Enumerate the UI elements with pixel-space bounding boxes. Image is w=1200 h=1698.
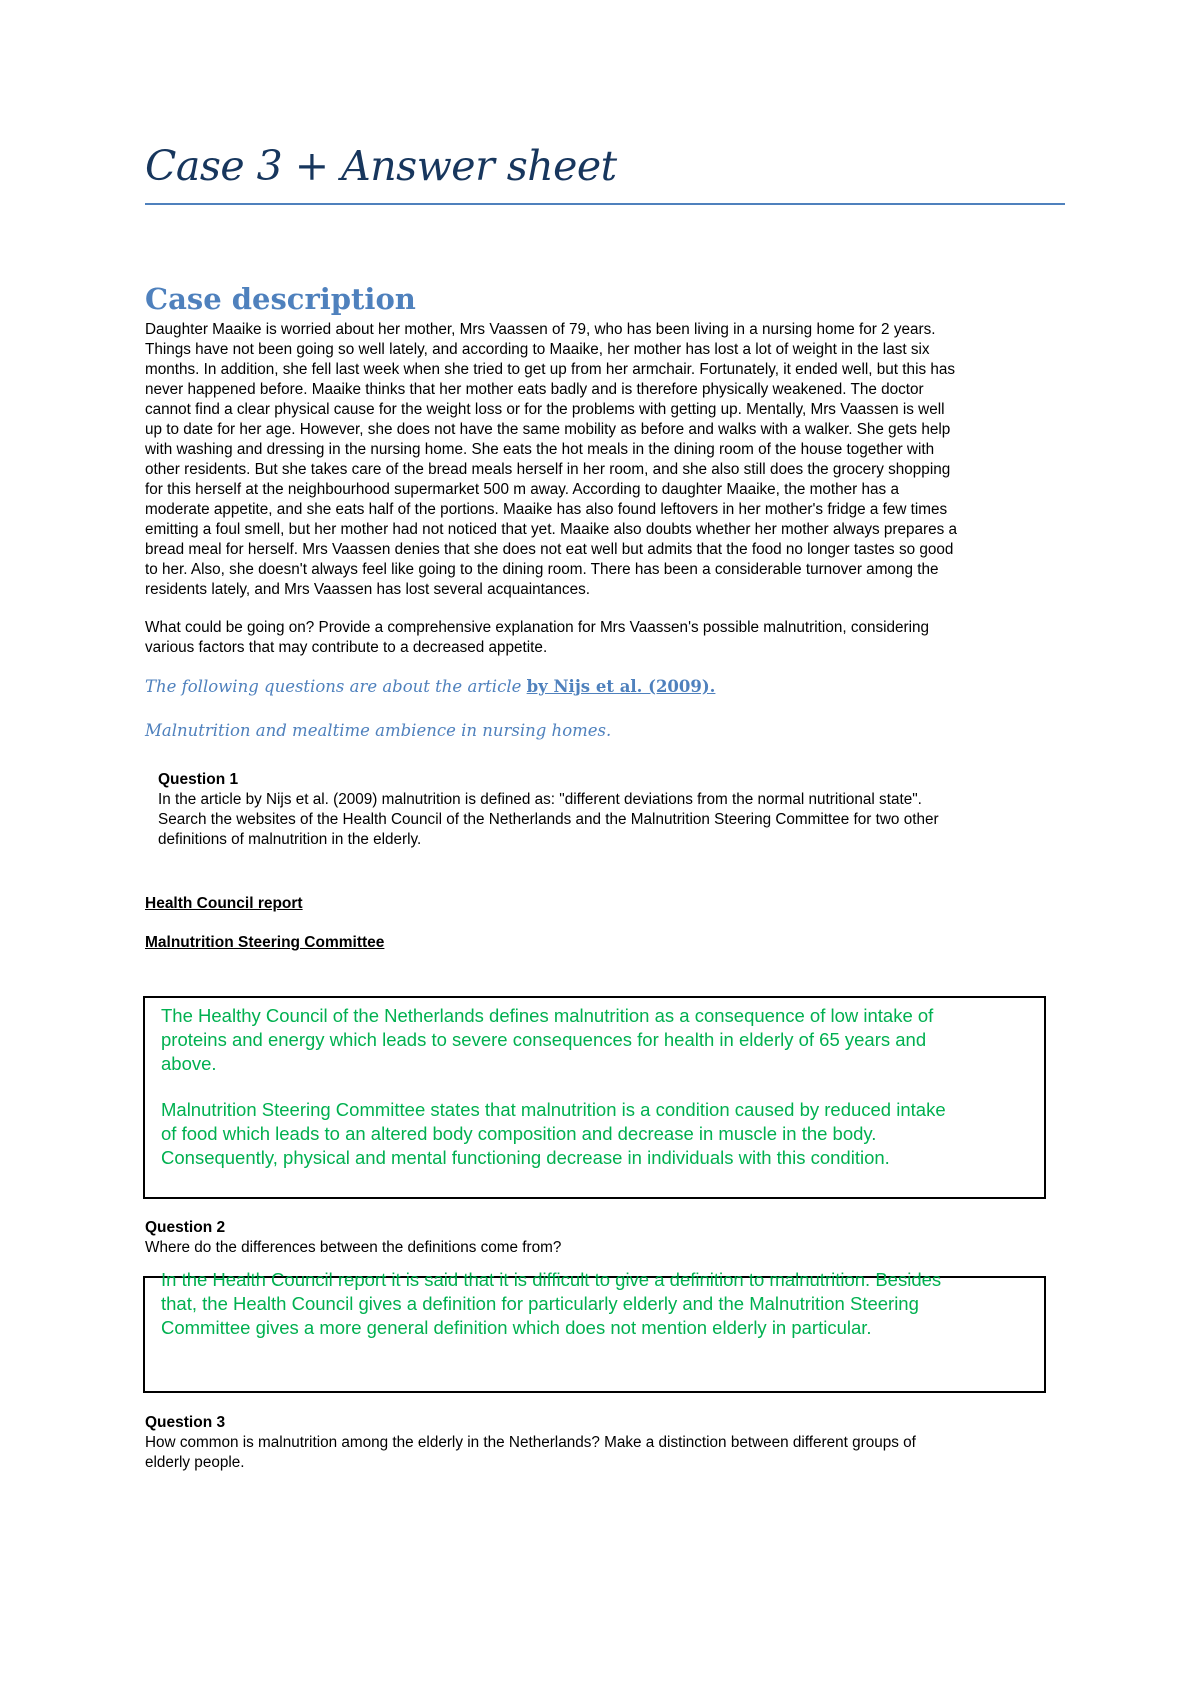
text-line: bread meal for herself. Mrs Vaassen denies that she does not eat well but admits that the food no longer tastes so good — [145, 541, 954, 558]
text-line: Things have not been going so well lately, and according to Maaike, her mother has lost a lot of weight in the last six — [145, 341, 930, 358]
text-line: up to date for her age. However, she does not have the same mobility as before and walks with a walker. She gets help — [145, 421, 951, 438]
article-intro — [145, 677, 715, 696]
text-line: moderate appetite, and she eats half of the portions. Maaike has also found leftovers in her mother's fridge a few times — [145, 501, 948, 518]
question-3 — [145, 1413, 1065, 1473]
question-2 — [145, 1218, 1065, 1258]
text-line: never happened before. Maaike thinks that her mother eats badly and is therefore physically weakened. The doctor — [145, 381, 924, 398]
answer-line: above. — [161, 1053, 217, 1074]
text-line: Search the websites of the Health Council of the Netherlands and the Malnutrition Steering Committee for two other — [158, 811, 939, 828]
text-line: In the article by Nijs et al. (2009) malnutrition is defined as: "different deviations from the normal nutritional state". — [158, 791, 922, 808]
text-line: definitions of malnutrition in the elderly. — [158, 831, 422, 848]
question-1 — [158, 770, 1058, 850]
answer-line: that, the Health Council gives a definition for particularly elderly and the Malnutrition Steering — [161, 1293, 919, 1314]
answer-line: The Healthy Council of the Netherlands defines malnutrition as a consequence of low intake of — [161, 1005, 934, 1026]
answer-paragraph — [161, 1268, 1026, 1340]
text-line: emitting a foul smell, but her mother had not noticed that yet. Maaike also doubts whether her mother always prepares a — [145, 521, 958, 538]
answer-paragraph — [161, 1098, 1026, 1170]
text-line: Where do the differences between the definitions come from? — [145, 1239, 562, 1256]
case-question — [145, 618, 1065, 658]
text-line: various factors that may contribute to a decreased appetite. — [145, 639, 548, 656]
question-1-answer-box[interactable] — [143, 996, 1046, 1199]
answer-paragraph — [161, 1004, 1026, 1076]
page-title: Case 3 + Answer sheet — [145, 142, 617, 190]
case-description-text — [145, 320, 1065, 600]
text-line: to her. Also, she doesn't always feel like going to the dining room. There has been a considerable turnover among the — [145, 561, 939, 578]
text-line: What could be going on? Provide a comprehensive explanation for Mrs Vaassen's possible malnutrition, considering — [145, 619, 930, 636]
question-2-heading: Question 2 — [145, 1219, 226, 1236]
article-link[interactable]: by Nijs et al. (2009). — [526, 677, 716, 696]
text-line: for this herself at the neighbourhood supermarket 500 m away. According to daughter Maaike, the mother has a — [145, 481, 899, 498]
answer-line: of food which leads to an altered body composition and decrease in muscle in the body. — [161, 1123, 877, 1144]
text-line: months. In addition, she fell last week when she tried to get up from her armchair. Fortunately, it ended well, but this has — [145, 361, 956, 378]
question-3-heading: Question 3 — [145, 1414, 226, 1431]
answer-line: In the Health Council report it is said that it is difficult to give a definition to malnutrition. Besides — [161, 1269, 942, 1290]
answer-line: Malnutrition Steering Committee states that malnutrition is a condition caused by reduced intake — [161, 1099, 946, 1120]
article-title: Malnutrition and mealtime ambience in nursing homes. — [145, 721, 612, 740]
text-line: cannot find a clear physical cause for the weight loss or for the problems with getting up. Mentally, Mrs Vaassen is well — [145, 401, 945, 418]
article-intro-text: The following questions are about the article — [145, 677, 527, 696]
text-line: residents lately, and Mrs Vaassen has lost several acquaintances. — [145, 581, 590, 598]
question-1-heading: Question 1 — [158, 771, 239, 788]
answer-line: Committee gives a more general definition which does not mention elderly in particular. — [161, 1317, 872, 1338]
case-description-heading: Case description — [145, 282, 416, 316]
question-2-answer-box[interactable] — [143, 1269, 1046, 1393]
answer-line: proteins and energy which leads to severe consequences for health in elderly of 65 years and — [161, 1029, 927, 1050]
answer-line: Consequently, physical and mental functioning decrease in individuals with this condition. — [161, 1147, 890, 1168]
health-council-report-link[interactable]: Health Council report — [145, 895, 303, 912]
text-line: How common is malnutrition among the elderly in the Netherlands? Make a distinction between different groups of — [145, 1434, 916, 1451]
text-line: other residents. But she takes care of the bread meals herself in her room, and she also still does the grocery shopping — [145, 461, 951, 478]
text-line: elderly people. — [145, 1454, 245, 1471]
title-rule — [145, 203, 1065, 205]
malnutrition-steering-committee-link[interactable]: Malnutrition Steering Committee — [145, 934, 385, 951]
text-line: Daughter Maaike is worried about her mother, Mrs Vaassen of 79, who has been living in a nursing home for 2 years. — [145, 321, 936, 338]
text-line: with washing and dressing in the nursing home. She eats the hot meals in the dining room of the house together with — [145, 441, 935, 458]
